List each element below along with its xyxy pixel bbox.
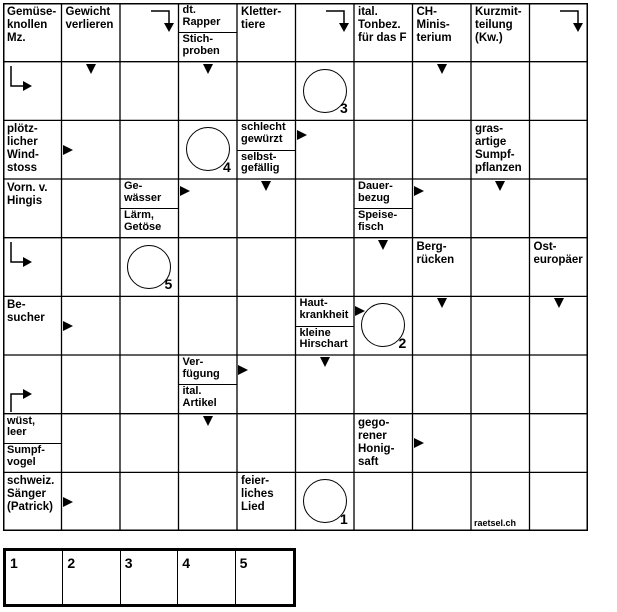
solution-number: 1 — [340, 511, 348, 528]
clue-text: Gewicht verlieren — [65, 6, 114, 31]
answer-cell[interactable] — [120, 414, 179, 473]
answer-cell[interactable] — [413, 120, 472, 179]
clue-text: Sumpf- vogel — [7, 444, 45, 468]
clue-text: feier- liches Lied — [241, 475, 274, 514]
clue-text: Dauer- bezug — [358, 180, 393, 204]
arrow-right-icon — [297, 130, 307, 140]
answer-cell[interactable] — [530, 62, 589, 121]
bent-arrow-icon — [5, 240, 35, 270]
bent-arrow-icon — [149, 5, 179, 35]
answer-cell[interactable] — [237, 414, 296, 473]
answer-cell[interactable] — [296, 179, 355, 238]
answer-cell[interactable] — [413, 355, 472, 414]
clue-divider — [354, 208, 413, 209]
answer-cell[interactable] — [120, 355, 179, 414]
answer-cell[interactable] — [354, 120, 413, 179]
arrow-down-icon — [437, 298, 447, 308]
answer-cell[interactable] — [471, 62, 530, 121]
solution-cell-number: 5 — [239, 555, 248, 571]
solution-number: 5 — [164, 276, 173, 293]
solution-cell[interactable] — [178, 551, 235, 604]
clue-text: Haut- krankheit — [299, 297, 349, 321]
answer-cell[interactable] — [471, 414, 530, 473]
clue-text: Be- sucher — [7, 299, 45, 325]
clue-text: Vorn. v. Hingis — [7, 182, 48, 207]
answer-cell[interactable] — [237, 296, 296, 355]
arrow-right-icon — [414, 186, 424, 196]
answer-cell[interactable] — [413, 472, 472, 531]
watermark: raetsel.ch — [474, 518, 517, 529]
clue-text: Ge- wässer — [124, 180, 162, 204]
answer-cell[interactable] — [120, 296, 179, 355]
clue-text: Kletter- tiere — [241, 6, 282, 31]
clue-divider — [120, 208, 179, 209]
crossword-grid — [3, 3, 588, 531]
answer-cell[interactable] — [62, 238, 121, 297]
answer-cell[interactable] — [471, 355, 530, 414]
solution-cell[interactable] — [63, 551, 120, 604]
bent-arrow-icon — [324, 5, 354, 35]
arrow-right-icon — [63, 145, 73, 155]
clue-text: Ost- europäer — [533, 240, 583, 266]
clue-text: selbst- gefällig — [241, 150, 280, 175]
solution-number: 2 — [398, 335, 407, 352]
answer-cell[interactable] — [296, 238, 355, 297]
arrow-down-icon — [203, 416, 213, 426]
clue-text: ital. Artikel — [182, 385, 217, 409]
solution-cell-number: 4 — [182, 555, 190, 571]
answer-cell[interactable] — [120, 62, 179, 121]
answer-cell[interactable] — [471, 296, 530, 355]
clue-text: schweiz. Sänger (Patrick) — [7, 475, 55, 514]
answer-cell[interactable] — [296, 414, 355, 473]
solution-number: 3 — [340, 100, 348, 117]
clue-text: Speise- fisch — [358, 209, 398, 233]
arrow-down-icon — [437, 64, 447, 74]
clue-text: Berg- rücken — [416, 240, 455, 266]
clue-text: wüst, leer — [7, 414, 36, 439]
clue-divider — [179, 32, 238, 33]
solution-cell[interactable] — [121, 551, 178, 604]
clue-text: gras- artige Sumpf- pflanzen — [475, 123, 522, 175]
clue-text: CH- Minis- terium — [416, 6, 452, 44]
answer-cell[interactable] — [530, 179, 589, 238]
clue-text: gego- rener Honig- saft — [358, 416, 395, 468]
arrow-right-icon — [414, 438, 424, 448]
answer-cell[interactable] — [62, 179, 121, 238]
clue-text: ital. Tonbez. für das F — [358, 6, 407, 44]
arrow-right-icon — [63, 321, 73, 331]
answer-cell[interactable] — [354, 472, 413, 531]
clue-divider — [3, 443, 62, 444]
clue-text: dt. Rapper — [182, 4, 221, 28]
arrow-down-icon — [378, 240, 388, 250]
clue-text: Gemüse- knollen Mz. — [7, 6, 57, 44]
answer-cell[interactable] — [179, 296, 238, 355]
answer-cell[interactable] — [179, 238, 238, 297]
answer-cell[interactable] — [354, 355, 413, 414]
clue-text: schlecht gewürzt — [241, 121, 286, 145]
answer-cell[interactable] — [62, 355, 121, 414]
answer-cell[interactable] — [237, 62, 296, 121]
clue-divider — [296, 326, 355, 327]
clue-divider — [179, 384, 238, 385]
answer-cell[interactable] — [530, 414, 589, 473]
solution-cell-number: 3 — [124, 555, 133, 571]
solution-cell[interactable] — [236, 551, 293, 604]
arrow-down-icon — [86, 64, 96, 74]
arrow-down-icon — [320, 357, 330, 367]
solution-number: 4 — [223, 159, 231, 175]
clue-text: plötz- licher Wind- stoss — [7, 123, 39, 175]
clue-divider — [237, 150, 296, 151]
bent-arrow-icon — [5, 384, 35, 414]
arrow-down-icon — [554, 298, 564, 308]
answer-cell[interactable] — [120, 472, 179, 531]
bent-arrow-icon — [558, 5, 588, 35]
answer-cell[interactable] — [179, 472, 238, 531]
answer-cell[interactable] — [471, 238, 530, 297]
answer-cell[interactable] — [354, 62, 413, 121]
solution-cell-number: 2 — [67, 555, 76, 571]
solution-cell[interactable] — [6, 551, 63, 604]
clue-text: Ver- fügung — [182, 356, 220, 380]
bent-arrow-icon — [5, 64, 35, 94]
arrow-down-icon — [495, 181, 505, 191]
answer-cell[interactable] — [237, 238, 296, 297]
answer-cell[interactable] — [62, 414, 121, 473]
answer-cell[interactable] — [120, 120, 179, 179]
answer-cell[interactable] — [530, 472, 589, 531]
solution-row — [3, 548, 296, 607]
arrow-right-icon — [180, 186, 190, 196]
clue-text: Stich- proben — [182, 33, 220, 57]
arrow-down-icon — [261, 181, 271, 191]
clue-text: kleine Hirschart — [299, 326, 348, 351]
arrow-down-icon — [203, 64, 213, 74]
arrow-right-icon — [63, 497, 73, 507]
arrow-right-icon — [238, 365, 248, 375]
solution-cell-number: 1 — [10, 555, 18, 571]
answer-cell[interactable] — [530, 120, 589, 179]
clue-text: Lärm, Getöse — [124, 209, 162, 233]
clue-text: Kurzmit- teilung (Kw.) — [475, 6, 522, 44]
answer-cell[interactable] — [530, 355, 589, 414]
